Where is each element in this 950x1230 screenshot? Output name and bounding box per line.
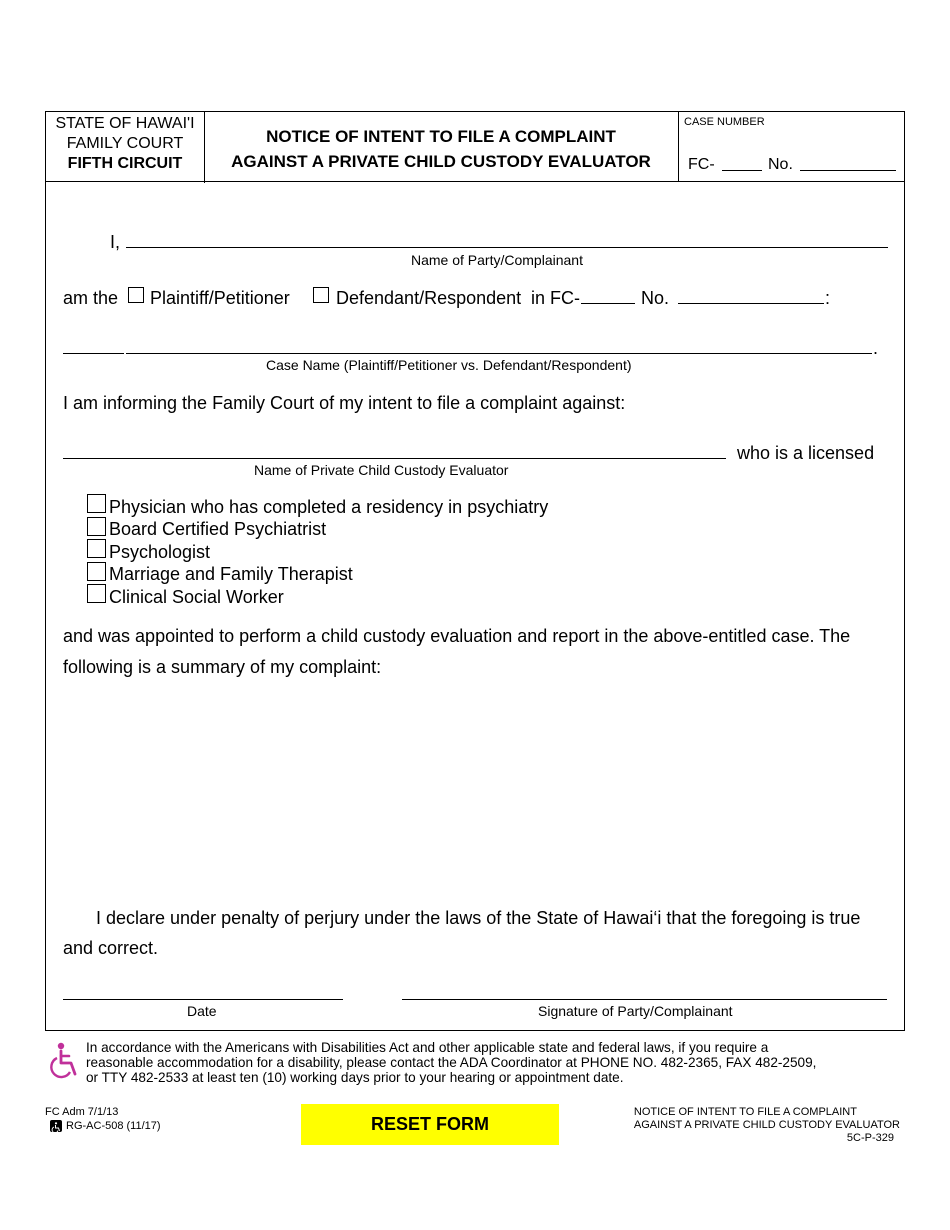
reset-form-button[interactable]: RESET FORM [301,1104,559,1145]
ada-line-2: reasonable accommodation for a disability, please contact the ADA Coordinator at PHONE NO. 482-2365, FAX 482-2509, [86,1055,817,1070]
case-fc-field[interactable] [722,170,762,171]
case-fc-prefix: FC- [688,156,715,173]
case-name-field-start [63,353,124,354]
appointed-text-1: and was appointed to perform a child custody evaluation and report in the above-entitled case. The [63,626,851,646]
who-licensed-text: who is a licensed [737,443,875,463]
case-number-block [679,112,904,181]
court-name: FAMILY COURT [66,135,184,152]
ada-notice [86,1040,906,1085]
option-social-worker-label: Clinical Social Worker [109,587,284,607]
case-no-field-body[interactable] [678,303,824,304]
footer-title-1: NOTICE OF INTENT TO FILE A COMPLAINT [633,1106,857,1118]
footer-title-2: AGAINST A PRIVATE CHILD CUSTODY EVALUATOR [633,1119,900,1131]
date-field[interactable] [63,999,343,1000]
option-social-worker-checkbox[interactable] [87,584,106,603]
option-mft-checkbox[interactable] [87,562,106,581]
form-title [204,112,679,181]
evaluator-name-field[interactable] [63,458,726,459]
i-label: I, [110,232,121,252]
declaration-text-2: and correct. [63,938,159,958]
title-line-2: AGAINST A PRIVATE CHILD CUSTODY EVALUATOR [231,152,651,171]
option-psychiatry-residency-label: Physician who has completed a residency in psychiatry [109,497,549,517]
option-psychiatry-residency-checkbox[interactable] [87,494,106,513]
defendant-checkbox[interactable] [313,287,329,303]
declaration-text-1: I declare under penalty of perjury under the laws of the State of Hawai‘i that the foregoing is true [96,908,861,928]
plaintiff-label: Plaintiff/Petitioner [150,288,290,308]
form-id: FC Adm 7/1/13 [45,1106,119,1118]
period: . [873,338,879,358]
state-name: STATE OF HAWAI'I [55,115,195,132]
footer-form-code: 5C-P-329 [846,1132,894,1144]
informing-text: I am informing the Family Court of my intent to file a complaint against: [63,393,626,413]
appointed-text-2: following is a summary of my complaint: [63,657,382,677]
signature-caption: Signature of Party/Complainant [538,1003,733,1019]
rg-id: RG-AC-508 (11/17) [66,1120,161,1132]
circuit-name: FIFTH CIRCUIT [67,155,183,172]
case-no-field[interactable] [800,170,896,171]
accessibility-icon [50,1120,62,1132]
option-psychologist-label: Psychologist [109,542,211,562]
plaintiff-checkbox[interactable] [128,287,144,303]
signature-field[interactable] [402,999,887,1000]
colon: : [825,288,831,308]
case-number-label: CASE NUMBER [684,116,765,128]
party-name-caption: Name of Party/Complainant [411,252,583,268]
court-block [46,112,205,183]
case-name-caption: Case Name (Plaintiff/Petitioner vs. Defendant/Respondent) [266,357,632,373]
ada-line-1: In accordance with the Americans with Disabilities Act and other applicable state and federal laws, if you require a [86,1040,769,1055]
case-no-label-body: No. [641,288,670,308]
option-psychologist-checkbox[interactable] [87,539,106,558]
am-the-label: am the [63,288,119,308]
ada-line-3: or TTY 482-2533 at least ten (10) working days prior to your hearing or appointment date. [86,1070,624,1085]
defendant-label: Defendant/Respondent [336,288,522,308]
complaint-summary-area[interactable] [63,690,888,890]
title-line-1: NOTICE OF INTENT TO FILE A COMPLAINT [266,127,616,146]
wheelchair-accessibility-icon [46,1042,80,1080]
date-caption: Date [187,1003,217,1019]
option-board-certified-checkbox[interactable] [87,517,106,536]
caption-header [45,111,905,182]
option-mft-label: Marriage and Family Therapist [109,564,353,584]
evaluator-caption: Name of Private Child Custody Evaluator [254,462,509,478]
footer-right-block [634,1106,900,1145]
option-board-certified-label: Board Certified Psychiatrist [109,519,327,539]
in-fc-label: in FC- [531,288,580,308]
case-no-label: No. [768,156,793,173]
party-name-field[interactable] [126,247,888,248]
case-name-field[interactable] [126,353,872,354]
fc-number-field[interactable] [581,303,635,304]
